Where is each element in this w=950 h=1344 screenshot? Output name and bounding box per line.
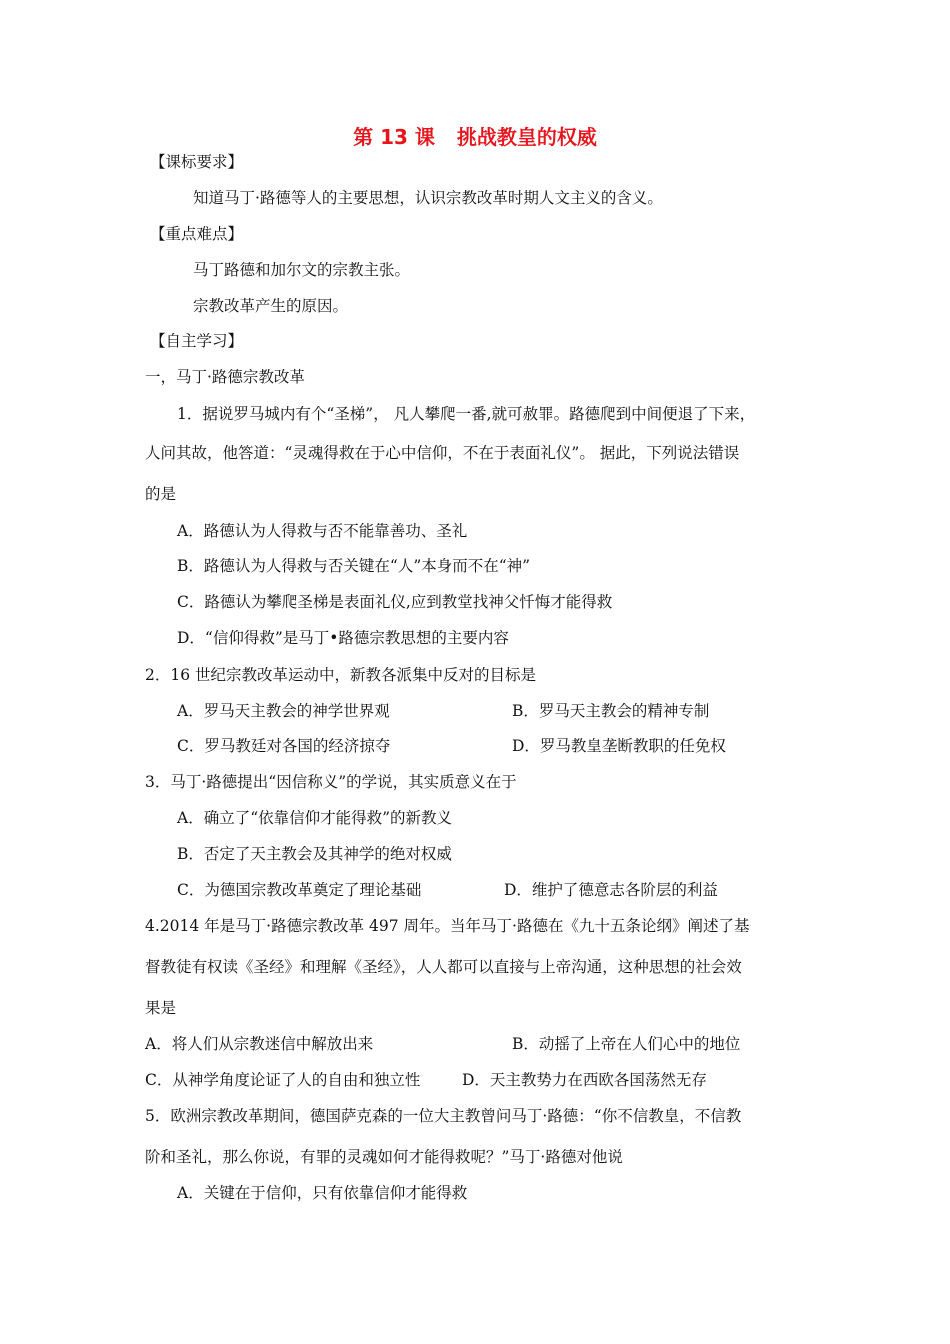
q1-option-d: D．“信仰得救”是马丁•路德宗教思想的主要内容 [177,629,509,647]
q4-option-a: A．将人们从宗教迷信中解放出来 [145,1035,374,1053]
part1-heading: 一，马丁·路德宗教改革 [145,368,305,386]
q4-stem-line2: 督教徒有权读《圣经》和理解《圣经》，人人都可以直接与上帝沟通，这种思想的社会效 [145,958,742,976]
q5-stem-line1: 5．欧洲宗教改革期间，德国萨克森的一位大主教曾问马丁·路德：“你不信教皇，不信教 [145,1107,742,1125]
q1-option-b: B．路德认为人得救与否关键在“人”本身而不在“神” [177,557,531,575]
q1-option-a: A．路德认为人得救与否不能靠善功、圣礼 [177,522,468,540]
q3-stem: 3．马丁·路德提出“因信称义”的学说，其实质意义在于 [145,773,517,791]
self-study-header: 【自主学习】 [150,332,244,350]
q1-stem-line1: 1．据说罗马城内有个“圣梯”， 凡人攀爬一番,就可赦罪。路德爬到中间便退了下来， [177,405,756,423]
key-point-2: 宗教改革产生的原因。 [193,297,349,315]
q4-stem-line1: 4.2014 年是马丁·路德宗教改革 497 周年。当年马丁·路德在《九十五条论纲》阐述了基 [145,917,750,935]
lesson-title [0,124,950,150]
q5-option-a: A．关键在于信仰，只有依靠信仰才能得救 [177,1184,468,1202]
q3-option-a: A．确立了“依靠信仰才能得救”的新教义 [177,809,453,827]
q4-option-d: D．天主教势力在西欧各国荡然无存 [462,1071,707,1089]
q4-stem-line3: 果是 [145,999,177,1017]
q2-stem: 2．16 世纪宗教改革运动中，新教各派集中反对的目标是 [145,666,537,684]
q3-option-b: B．否定了天主教会及其神学的绝对权威 [177,845,452,863]
q1-option-c: C．路德认为攀爬圣梯是表面礼仪,应到教堂找神父忏悔才能得救 [177,593,613,611]
lesson-number: 第 13 课 [353,125,435,149]
curriculum-header: 【课标要求】 [150,153,244,171]
key-point-1: 马丁路德和加尔文的宗教主张。 [193,261,411,279]
q2-option-b: B．罗马天主教会的精神专制 [512,702,710,720]
q3-option-c: C．为德国宗教改革奠定了理论基础 [177,881,422,899]
q5-stem-line2: 阶和圣礼，那么你说，有罪的灵魂如何才能得救呢？”马丁·路德对他说 [145,1148,623,1166]
q4-option-c: C．从神学角度论证了人的自由和独立性 [145,1071,421,1089]
q3-option-d: D．维护了德意志各阶层的利益 [504,881,718,899]
q2-option-c: C．罗马教廷对各国的经济掠夺 [177,737,391,755]
q4-option-b: B．动摇了上帝在人们心中的地位 [512,1035,741,1053]
curriculum-text: 知道马丁·路德等人的主要思想，认识宗教改革时期人文主义的含义。 [193,189,663,207]
q1-stem-line3: 的是 [145,485,177,503]
q2-option-d: D．罗马教皇垄断教职的任免权 [512,737,726,755]
key-points-header: 【重点难点】 [150,225,244,243]
q1-stem-line2: 人问其故，他答道：“灵魂得救在于心中信仰，不在于表面礼仪”。 据此，下列说法错误 [145,444,740,462]
q2-option-a: A．罗马天主教会的神学世界观 [177,702,390,720]
lesson-topic: 挑战教皇的权威 [456,125,597,149]
